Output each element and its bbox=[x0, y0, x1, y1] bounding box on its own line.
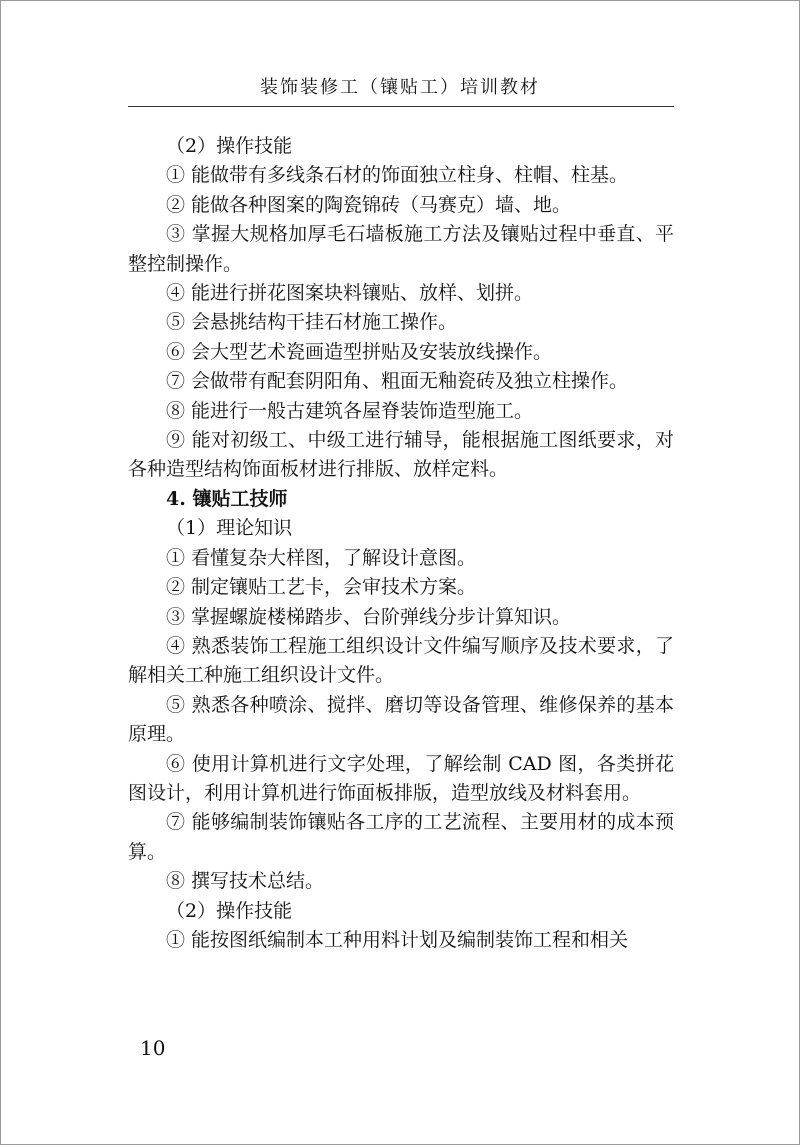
paragraph: ⑤ 会悬挑结构干挂石材施工操作。 bbox=[166, 311, 458, 334]
paragraph: ① 能按图纸编制本工种用料计划及编制装饰工程和相关 bbox=[166, 928, 629, 951]
paragraph: （1）理论知识 bbox=[166, 517, 293, 540]
paragraph: ⑤ 熟悉各种喷涂、搅拌、磨切等设备管理、维修保养的基本原理。 bbox=[128, 693, 674, 746]
paragraph: ⑥ 使用计算机进行文字处理，了解绘制 CAD 图，各类拼花图设计，利用计算机进行饰面板排版，造型放线及材料套用。 bbox=[128, 752, 674, 804]
paragraph: ③ 掌握大规格加厚毛石墙板施工方法及镶贴过程中垂直、平整控制操作。 bbox=[128, 223, 674, 275]
paragraph: ① 看懂复杂大样图，了解设计意图。 bbox=[166, 546, 477, 569]
paragraph: ⑦ 能够编制装饰镶贴各工序的工艺流程、主要用材的成本预算。 bbox=[128, 811, 674, 863]
paragraph: ⑧ 撰写技术总结。 bbox=[166, 870, 325, 893]
paragraph: ⑧ 能进行一般古建筑各屋脊装饰造型施工。 bbox=[166, 399, 534, 422]
paragraph: ⑥ 会大型艺术瓷画造型拼贴及安装放线操作。 bbox=[166, 340, 553, 363]
paragraph: ⑦ 会做带有配套阴阳角、粗面无釉瓷砖及独立柱操作。 bbox=[166, 370, 629, 393]
paragraph: （2）操作技能 bbox=[166, 135, 293, 157]
section-heading: 4. 镶贴工技师 bbox=[166, 487, 288, 510]
body-text bbox=[128, 132, 674, 955]
paragraph: ④ 能进行拼花图案块料镶贴、放样、划拼。 bbox=[166, 282, 534, 305]
paragraph: ⑨ 能对初级工、中级工进行辅导，能根据施工图纸要求，对各种造型结构饰面板材进行排版、放样定料。 bbox=[128, 429, 674, 481]
paragraph: （2）操作技能 bbox=[166, 899, 293, 922]
paragraph: ② 能做各种图案的陶瓷锦砖（马赛克）墙、地。 bbox=[166, 193, 572, 216]
header-rule bbox=[128, 106, 674, 107]
paragraph: ③ 掌握螺旋楼梯踏步、台阶弹线分步计算知识。 bbox=[166, 605, 572, 628]
paragraph: ② 制定镶贴工艺卡，会审技术方案。 bbox=[166, 576, 477, 599]
page-number: 10 bbox=[140, 1036, 166, 1060]
running-header: 装饰装修工（镶贴工）培训教材 bbox=[260, 77, 540, 98]
paragraph: ④ 熟悉装饰工程施工组织设计文件编写顺序及技术要求，了解相关工种施工组织设计文件。 bbox=[128, 634, 674, 687]
paragraph: ① 能做带有多线条石材的饰面独立柱身、柱帽、柱基。 bbox=[166, 164, 629, 187]
